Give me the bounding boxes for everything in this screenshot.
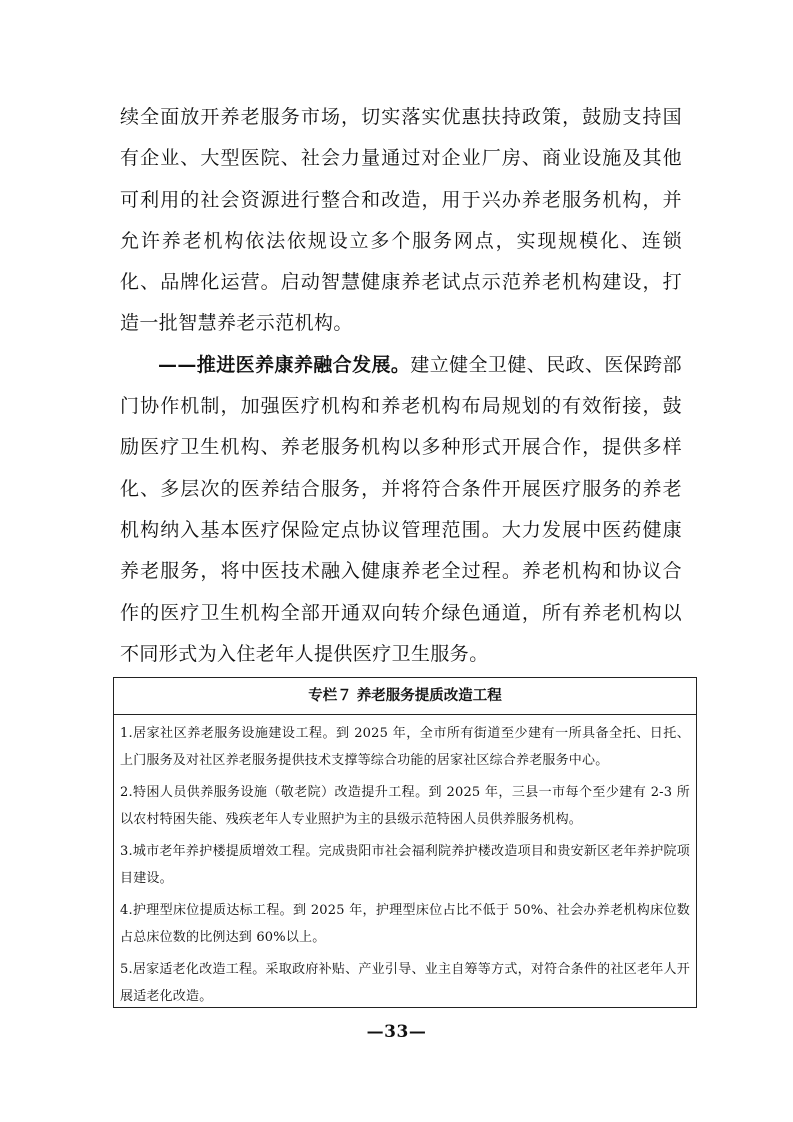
box-item-list: [114, 715, 696, 1010]
box-item: 3.城市老年养护楼提质增效工程。完成贵阳市社会福利院养护楼改造项目和贵安新区老年养护院项目建设。: [120, 844, 690, 886]
box-title: 专栏７ 养老服务提质改造工程: [114, 678, 696, 715]
paragraph-medical-elderly-care: [120, 345, 682, 675]
box-item: 5.居家适老化改造工程。采取政府补贴、产业引导、业主自筹等方式，对符合条件的社区老年人开展适老化改造。: [120, 962, 690, 1004]
body-text: [120, 97, 682, 675]
page-number: —33—: [366, 1022, 427, 1042]
special-column-box: [113, 677, 697, 1008]
box-item: 2.特困人员供养服务设施（敬老院）改造提升工程。到 2025 年，三县一市每个至少建有 2-3 所以农村特困失能、残疾老年人专业照护为主的县级示范特困人员供养服务机构。: [120, 785, 690, 827]
paragraph-lead-heading: ——推进医养康养融合发展。: [158, 353, 411, 376]
paragraph-market-opening: 续全面放开养老服务市场，切实落实优惠扶持政策，鼓励支持国有企业、大型医院、社会力量通过对企业厂房、商业设施及其他可利用的社会资源进行整合和改造，用于兴办养老服务机构，并允许养老机构依法依规设立多个服务网点，实现规模化、连锁化、品牌化运营。启动智慧健康养老试点示范养老机构建设，打造一批智慧养老示范机构。: [120, 106, 682, 335]
paragraph-body: 建立健全卫健、民政、医保跨部门协作机制，加强医疗机构和养老机构布局规划的有效衔接，鼓励医疗卫生机构、养老服务机构以多种形式开展合作，提供多样化、多层次的医养结合服务，并将符合条件开展医疗服务的养老机构纳入基本医疗保险定点协议管理范围。大力发展中医药健康养老服务，将中医技术融入健康养老全过程。养老机构和协议合作的医疗卫生机构全部开通双向转介绿色通道，所有养老机构以不同形式为入住老年人提供医疗卫生服务。: [120, 353, 682, 665]
box-item: 4.护理型床位提质达标工程。到 2025 年，护理型床位占比不低于 50%、社会办养老机构床位数占总床位数的比例达到 60%以上。: [120, 903, 690, 945]
box-item: 1.居家社区养老服务设施建设工程。到 2025 年，全市所有街道至少建有一所具备全托、日托、上门服务及对社区养老服务提供技术支撑等综合功能的居家社区综合养老服务中心。: [120, 726, 690, 768]
